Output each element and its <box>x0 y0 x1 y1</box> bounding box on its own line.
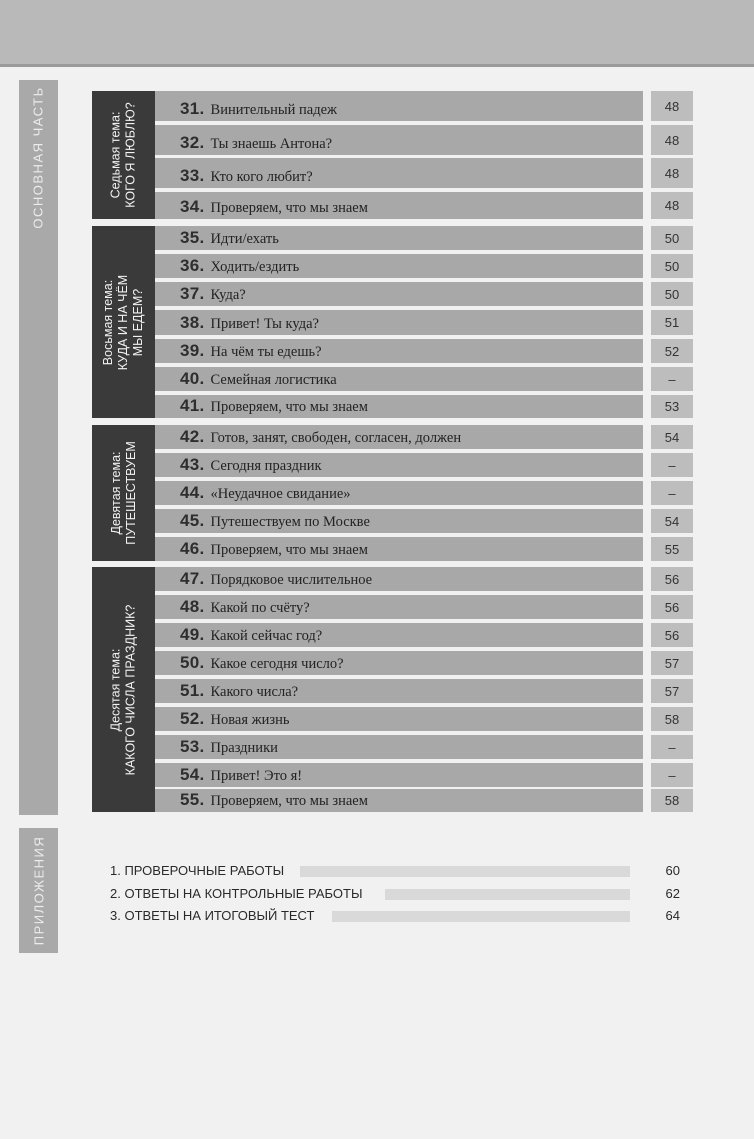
lesson-page: 55 <box>651 537 693 561</box>
lesson-page: 54 <box>651 509 693 533</box>
lesson-page: 56 <box>651 623 693 647</box>
lesson-number: 51. <box>180 681 205 700</box>
lesson-number: 55. <box>180 790 205 809</box>
appendix-label: 1. ПРОВЕРОЧНЫЕ РАБОТЫ <box>110 863 285 878</box>
lesson-number: 37. <box>180 284 205 303</box>
lesson-page: – <box>651 481 693 505</box>
lesson-page: 57 <box>651 651 693 675</box>
appendix-page: 60 <box>665 863 680 878</box>
theme-block-8 <box>92 226 155 418</box>
lesson-number: 42. <box>180 427 205 446</box>
lesson-number: 39. <box>180 341 205 360</box>
appendix-label: 3. ОТВЕТЫ НА ИТОГОВЫЙ ТЕСТ <box>110 908 315 923</box>
lesson-title: Какое сегодня число? <box>210 656 344 672</box>
lesson-number: 50. <box>180 653 205 672</box>
lesson-title: Проверяем, что мы знаем <box>210 200 368 216</box>
theme-10-line1: Десятая тема: <box>108 648 123 731</box>
lesson-page: 52 <box>651 339 693 363</box>
header-band <box>0 0 754 67</box>
lesson-page: – <box>651 367 693 391</box>
lesson-title: Привет! Ты куда? <box>210 316 319 332</box>
lesson-page: 50 <box>651 226 693 250</box>
lesson-page: 48 <box>651 158 693 188</box>
appendix-item[interactable] <box>110 906 680 926</box>
lesson-page: 50 <box>651 254 693 278</box>
lesson-title: Семейная логистика <box>210 372 337 388</box>
lesson-number: 31. <box>180 99 205 118</box>
lesson-number: 32. <box>180 133 205 152</box>
lesson-title: Проверяем, что мы знаем <box>210 542 368 558</box>
lesson-title: Порядковое числительное <box>210 572 373 588</box>
lesson-title: Сегодня праздник <box>210 458 322 474</box>
appendix-page: 62 <box>665 886 680 901</box>
lesson-page: 48 <box>651 91 693 121</box>
lesson-page: – <box>651 453 693 477</box>
lesson-page: 58 <box>651 707 693 731</box>
theme-block-10 <box>92 567 155 812</box>
lesson-number: 35. <box>180 228 205 247</box>
lesson-title: Какой сейчас год? <box>210 628 323 644</box>
appendix-leader <box>300 866 630 877</box>
theme-8-line1: Восьмая тема: <box>101 279 115 365</box>
theme-10-line2: КАКОГО ЧИСЛА ПРАЗДНИК? <box>123 604 138 775</box>
lesson-title: Какой по счёту? <box>210 600 310 616</box>
lesson-title: Винительный падеж <box>210 102 338 118</box>
theme-8-line3: МЫ ЕДЕМ? <box>131 288 145 356</box>
section-tab-appendix[interactable] <box>19 828 58 953</box>
lesson-title: Ты знаешь Антона? <box>210 136 333 152</box>
lesson-title: Путешествуем по Москве <box>210 514 370 530</box>
appendix-leader <box>385 889 630 900</box>
appendix-item[interactable] <box>110 861 680 881</box>
lesson-page: 48 <box>651 125 693 155</box>
lesson-number: 40. <box>180 369 205 388</box>
appendix-leader <box>332 911 630 922</box>
lesson-page: 50 <box>651 282 693 306</box>
appendix-page: 64 <box>665 908 680 923</box>
lesson-number: 41. <box>180 396 205 415</box>
lesson-page: 56 <box>651 567 693 591</box>
theme-block-9 <box>92 425 155 561</box>
lesson-page: 51 <box>651 310 693 335</box>
lesson-number: 45. <box>180 511 205 530</box>
lesson-title: Готов, занят, свободен, согласен, должен <box>210 430 462 446</box>
lesson-number: 38. <box>180 313 205 332</box>
lesson-title: Привет! Это я! <box>210 768 303 784</box>
lesson-title: Кто кого любит? <box>210 169 313 185</box>
lesson-number: 34. <box>180 197 205 216</box>
theme-9-line1: Девятая тема: <box>108 451 123 535</box>
lesson-title: На чём ты едешь? <box>210 344 322 360</box>
lesson-page: 56 <box>651 595 693 619</box>
lesson-number: 49. <box>180 625 205 644</box>
theme-block-7 <box>92 91 155 219</box>
lesson-page: 57 <box>651 679 693 703</box>
lesson-number: 53. <box>180 737 205 756</box>
theme-9-line2: ПУТЕШЕСТВУЕМ <box>123 441 138 545</box>
lesson-page: 48 <box>651 192 693 219</box>
section-tab-main-label: ОСНОВНАЯ ЧАСТЬ <box>31 86 46 229</box>
lesson-title: Какого числа? <box>210 684 299 700</box>
lesson-title: Куда? <box>210 287 246 303</box>
lesson-title: Праздники <box>210 740 278 756</box>
section-tab-appendix-label: ПРИЛОЖЕНИЯ <box>31 835 47 946</box>
lesson-page: 53 <box>651 395 693 418</box>
lesson-number: 33. <box>180 166 205 185</box>
lesson-page: – <box>651 735 693 759</box>
lesson-page: 58 <box>651 789 693 812</box>
theme-8-line2: КУДА И НА ЧЁМ <box>116 274 130 370</box>
lesson-title: Ходить/ездить <box>210 259 300 275</box>
lesson-page: 54 <box>651 425 693 449</box>
lesson-number: 44. <box>180 483 205 502</box>
appendix-item[interactable] <box>110 884 680 904</box>
appendix-label: 2. ОТВЕТЫ НА КОНТРОЛЬНЫЕ РАБОТЫ <box>110 886 363 901</box>
lesson-number: 47. <box>180 569 205 588</box>
lesson-number: 43. <box>180 455 205 474</box>
lesson-title: Новая жизнь <box>210 712 290 728</box>
lesson-title: «Неудачное свидание» <box>210 486 351 502</box>
lesson-title: Идти/ехать <box>210 231 279 247</box>
lesson-title: Проверяем, что мы знаем <box>210 793 368 809</box>
lesson-number: 48. <box>180 597 205 616</box>
lesson-number: 52. <box>180 709 205 728</box>
section-tab-main[interactable] <box>19 80 58 815</box>
theme-7-line2: КОГО Я ЛЮБЛЮ? <box>123 102 138 208</box>
lesson-title: Проверяем, что мы знаем <box>210 399 368 415</box>
lesson-page: – <box>651 763 693 787</box>
lesson-number: 54. <box>180 765 205 784</box>
theme-7-line1: Седьмая тема: <box>108 111 123 199</box>
lesson-number: 46. <box>180 539 205 558</box>
lesson-number: 36. <box>180 256 205 275</box>
